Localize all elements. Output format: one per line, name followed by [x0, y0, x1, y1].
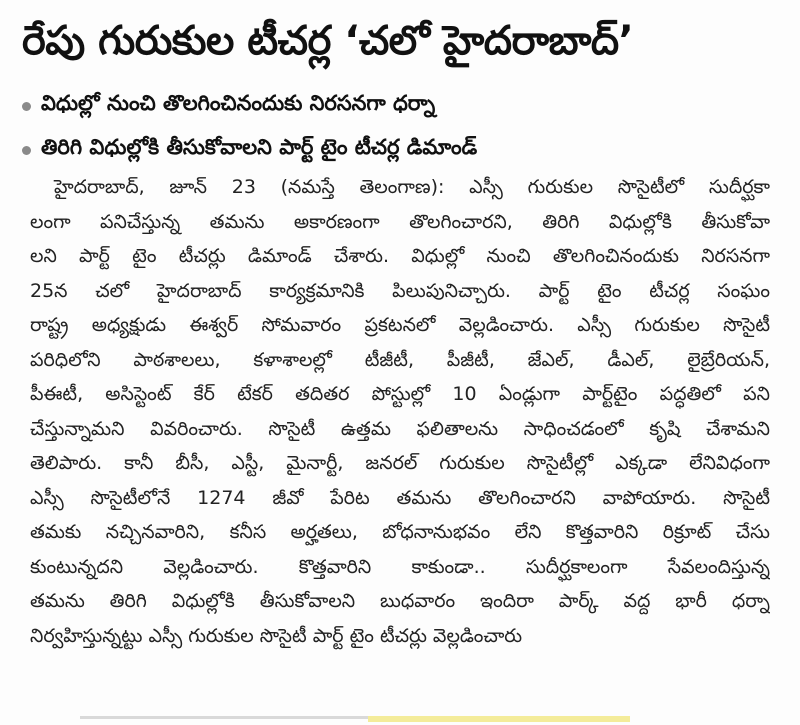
- body-line: రాష్ట్ర అధ్యక్షుడు ఈశ్వర్ సోమవారం ప్రకటనలో వెల్లడించారు. ఎస్సీ గురుకుల సొసైటీ: [30, 314, 770, 336]
- bullet-icon: [22, 146, 31, 155]
- body-line: పరిధిలోని పాఠశాలలు, కళాశాలల్లో టీజీటీ, పీజీటీ, జేఎల్, డీఎల్, లైబ్రేరియన్,: [30, 348, 770, 371]
- highlight-text: తిరిగి విధుల్లోకి తీసుకోవాలని పార్ట్ టైం టీచర్ల డిమాండ్: [41, 135, 478, 159]
- article-body: [30, 170, 770, 653]
- body-line: నిర్వహిస్తున్నట్టు ఎస్సీ గురుకుల సొసైటీ పార్ట్ టైం టీచర్లు వెల్లడించారు: [30, 624, 523, 647]
- body-line: కుంటున్నదని వెల్లడించారు. కొత్తవారిని కాకుండా.. సుదీర్ఘకాలంగా సేవలందిస్తున్న: [30, 555, 770, 578]
- body-line: తెలిపారు. కానీ బీసీ, ఎస్టీ, మైనార్టీ, జనరల్ గురుకుల సొసైటీల్లో ఎక్కడా లేనివిధంగా: [30, 452, 770, 474]
- highlight-item: [22, 128, 792, 172]
- highlight-item: [22, 84, 792, 128]
- body-line: తమను తిరిగి విధుల్లోకి తీసుకోవాలని బుధవారం ఇందిరా పార్క్ వద్ద భారీ ధర్నా: [30, 590, 770, 612]
- highlight-text: విధుల్లో నుంచి తొలగించినందుకు నిరసనగా ధర్నా: [41, 91, 436, 115]
- body-line: హైదరాబాద్, జూన్ 23 (నమస్తే తెలంగాణ): ఎస్సీ గురుకుల సొసైటీలో సుదీర్ఘకా: [54, 176, 770, 198]
- body-line: లంగా పనిచేస్తున్న తమను అకారణంగా తొలగించారని, తిరిగి విధుల్లోకి తీసుకోవా: [30, 210, 770, 233]
- bullet-icon: [22, 102, 31, 111]
- body-line: ఎస్సీ సొసైటీలోనే 1274 జీవో పేరిట తమను తొలగించారని వాపోయారు. సొసైటీ: [30, 486, 770, 509]
- body-line: పీఈటీ, అసిస్టెంట్ కేర్ టేకర్ తదితర పోస్టుల్లో 10 ఏండ్లుగా పార్ట్‌టైం పద్ధతిలో పని: [30, 383, 770, 405]
- article-headline: రేపు గురుకుల టీచర్ల ‘చలో హైదరాబాద్’: [22, 18, 634, 64]
- bottom-divider: [80, 716, 370, 719]
- body-line: లని పార్ట్ టైం టీచర్లు డిమాండ్ చేశారు. విధుల్లో నుంచి తొలగించినందుకు నిరసనగా: [30, 245, 770, 267]
- bottom-highlight-bar: [368, 716, 630, 722]
- body-line: 25న చలో హైదరాబాద్ కార్యక్రమానికి పిలుపునిచ్చారు. పార్ట్ టైం టీచర్ల సంఘం: [30, 279, 770, 302]
- body-line: చేస్తున్నామని వివరించారు. సొసైటీ ఉత్తమ ఫలితాలను సాధించడంలో కృషి చేశామని: [30, 417, 770, 440]
- article-highlights: [22, 84, 792, 172]
- body-line: తమకు నచ్చినవారిని, కనీస అర్హతలు, బోధనానుభవం లేని కొత్తవారిని రిక్రూట్ చేసు: [30, 521, 770, 543]
